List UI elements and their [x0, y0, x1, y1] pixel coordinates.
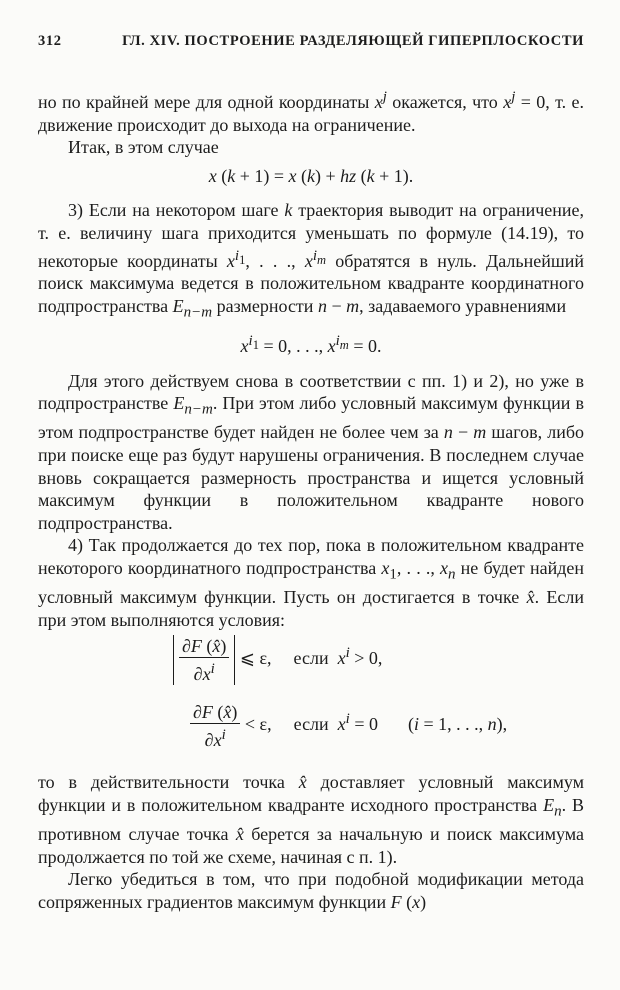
paragraph-2: Итак, в этом случае	[68, 137, 219, 158]
paragraph-7: Легко убедиться в том, что при подобной модификации метода сопряженных градиентов максимум функции F (x)	[38, 869, 584, 912]
paragraph-1: но по крайней мере для одной координаты $x^j$ окажется, что $x^j = 0$, т. е. движение происходит до выхода на ограничение.	[38, 89, 585, 135]
paragraph-5: 4) Так продолжается до тех пор, пока в положительном квадранте некоторого координатного подпространства $x_1$, . . ., $x_n$ не будет найден условный максимум функции. Пусть он достигается в точке x̂. Если при этом выполняются условия:	[38, 535, 584, 630]
equation-1: x (k + 1) = x (k) + hz (k + 1).	[208, 165, 414, 186]
condition-1: $\frac{\partial F (x̂)}{\partial x^i}$ ⩽ ε, если $x^i > 0$,	[173, 635, 382, 685]
chapter-title: ГЛ. XIV. ПОСТРОЕНИЕ РАЗДЕЛЯЮЩЕЙ ГИПЕРПЛОСКОСТИ	[122, 33, 584, 49]
running-head	[38, 33, 584, 50]
equation-2: $x^{i_1} = 0$, . . ., $x^{i_m} = 0$.	[240, 332, 382, 356]
paragraph-4: Для этого действуем снова в соответствии с пп. 1) и 2), но уже в подпространстве $E_{n-m}$. При этом либо условный максимум функции в этом подпространстве будет найден не более чем за n − m шагов, либо при поиске еще раз будут нарушены ограничения. В последнем случае вновь сокращается размерность пространства и ищется условный максимум функции в положительном квадранте нового подпространства.	[38, 370, 584, 533]
paragraph-3: 3) Если на некотором шаге k траектория выводит на ограничение, т. е. величину шага приходится уменьшать по формуле (14.19), то некоторые координаты $x^{i_1}$, . . ., $x^{i_m}$ обратятся в нуль. Дальнейший поиск максимума ведется в положительном квадранте координатного подпространства $E_{n-m}$ размерности n − m, задаваемого уравнениями	[38, 200, 585, 321]
condition-2: $\frac{\partial F (x̂)}{\partial x^i}$ < ε, если $x^i = 0$ (i = 1, . . ., n),	[190, 701, 507, 751]
page-number: 312	[38, 33, 62, 49]
paragraph-6: то в действительности точка x̂ доставляет условный максимум функции и в положительном квадранте исходного пространства $E_n$. В противном случае точка x̂ берется за начальную и поиск максимума продолжается по той же схеме, начиная с п. 1).	[38, 772, 584, 867]
body-text	[38, 86, 584, 913]
optimality-conditions	[38, 635, 584, 761]
